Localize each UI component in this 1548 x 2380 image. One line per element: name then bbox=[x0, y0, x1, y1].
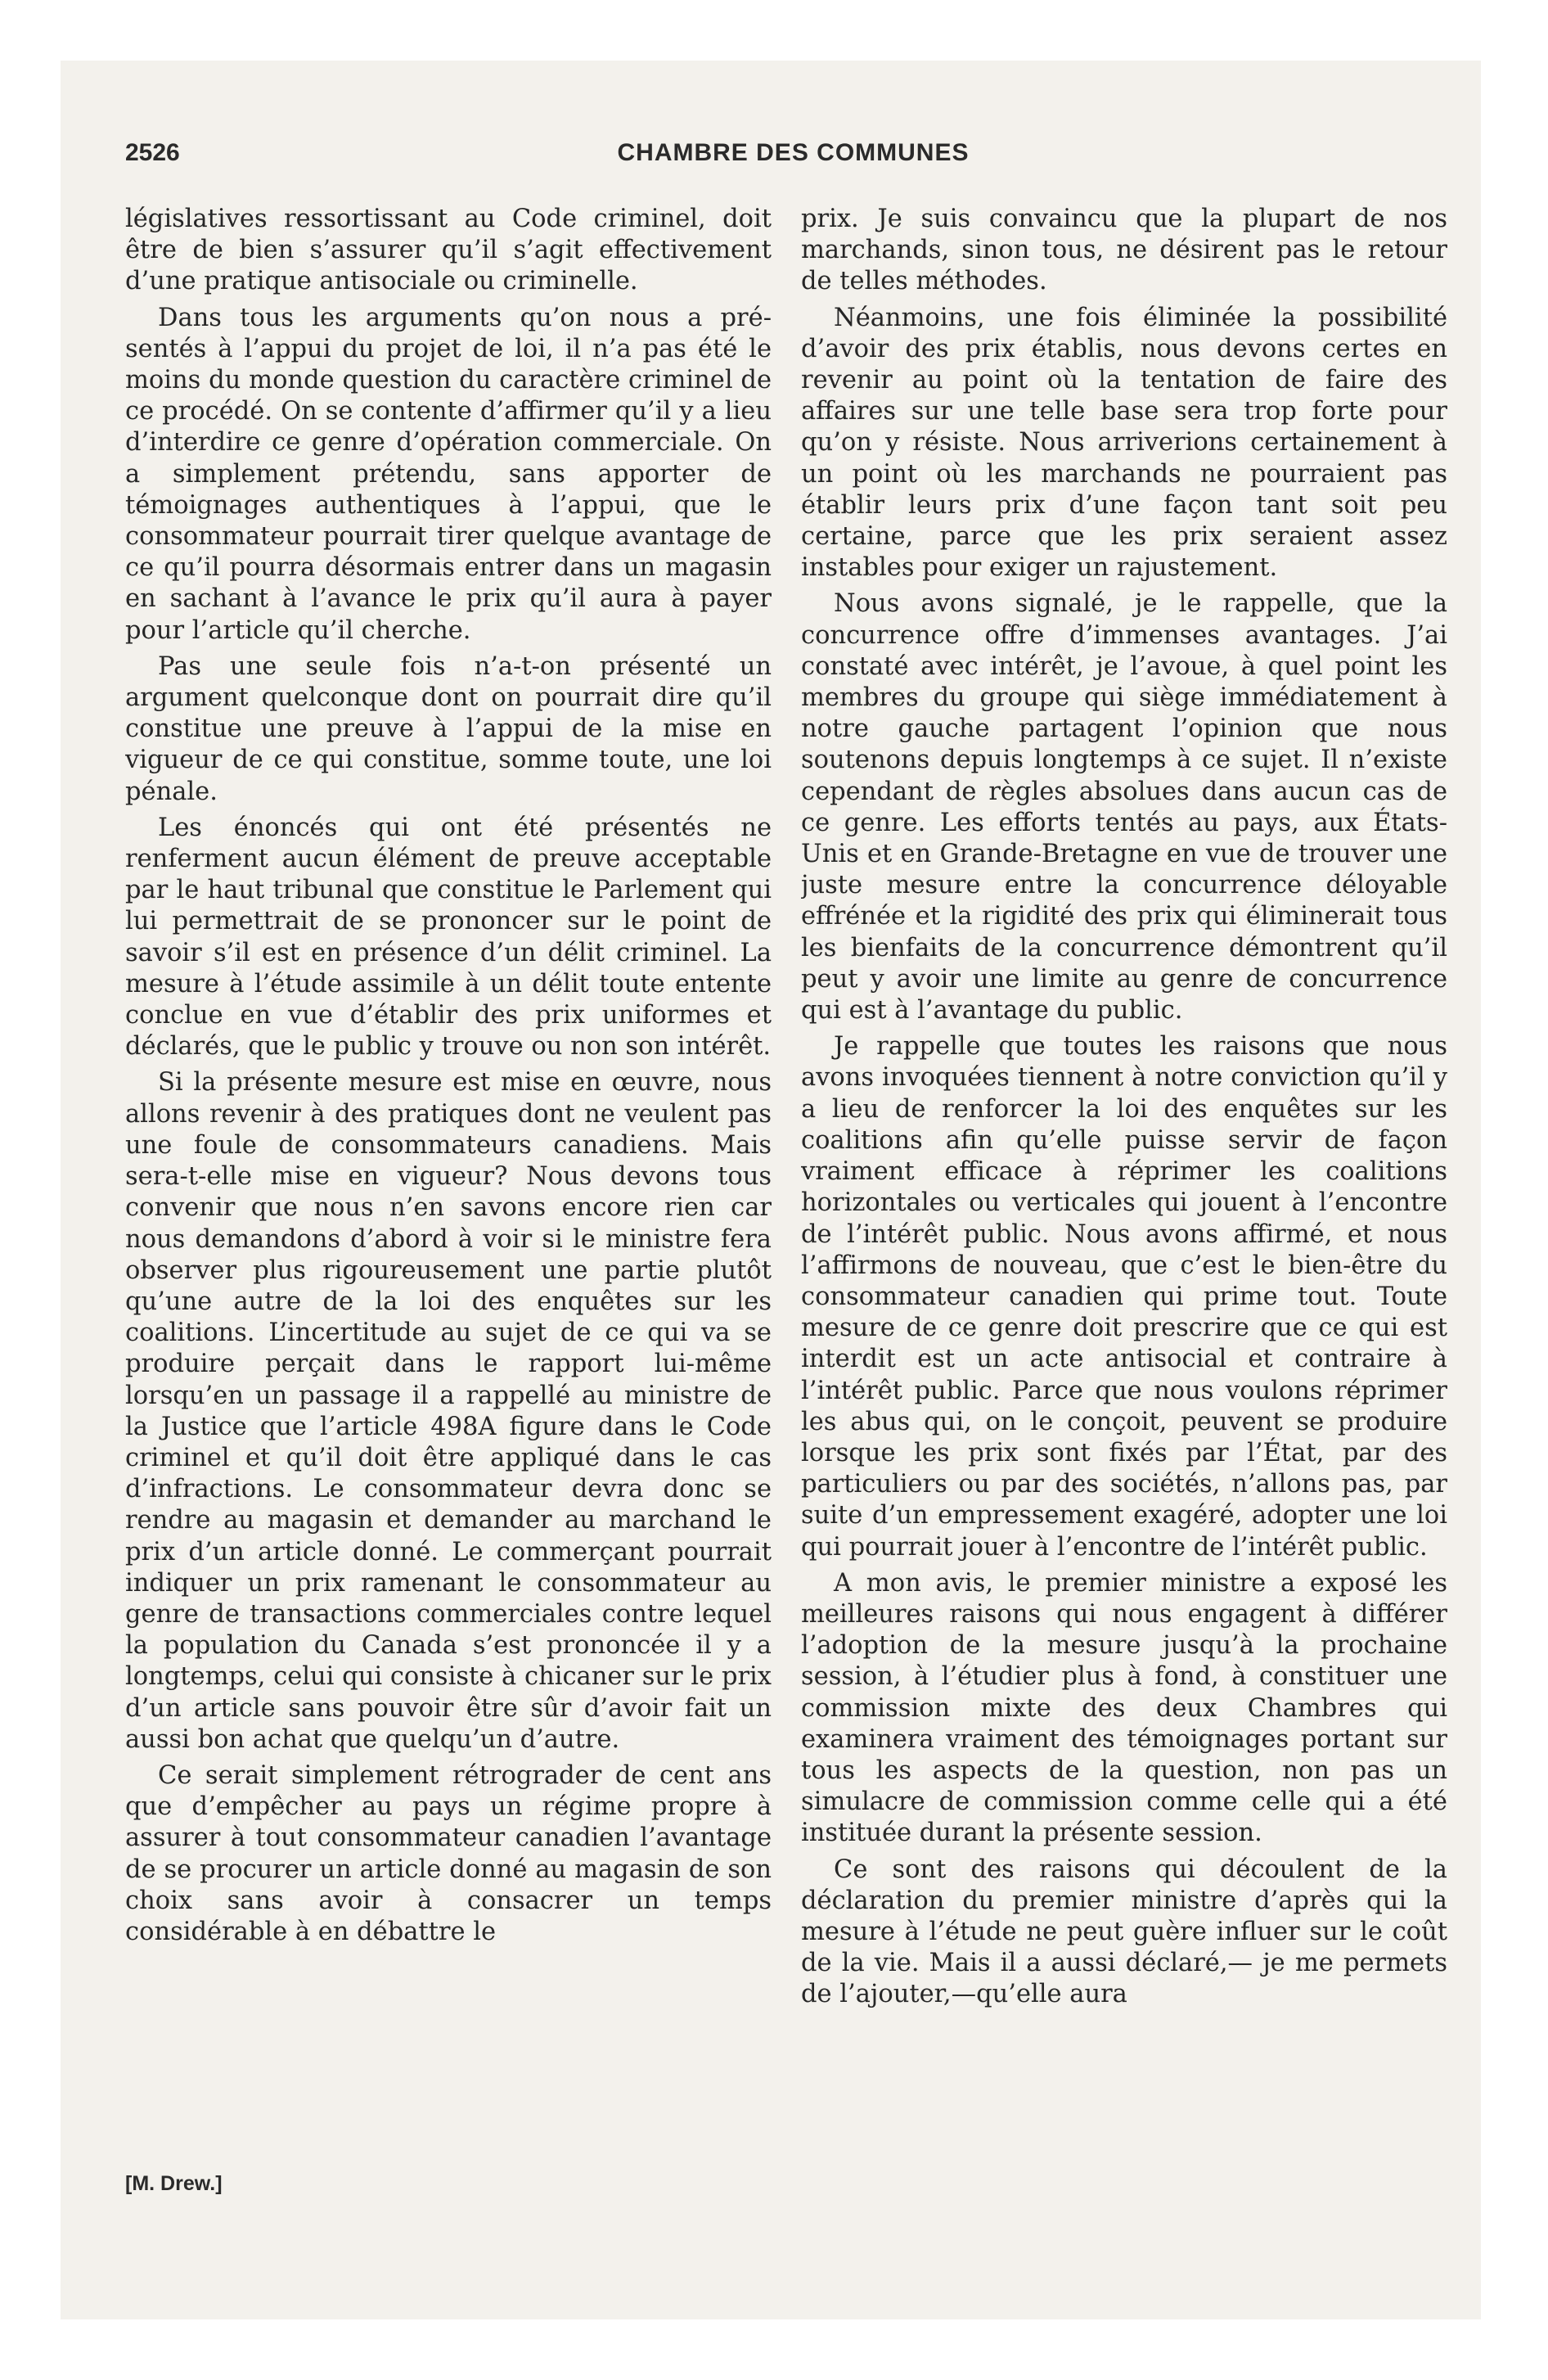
running-title: CHAMBRE DES COMMUNES bbox=[617, 139, 970, 166]
paragraph: prix. Je suis convaincu que la plupart de nos marchands, sinon tous, ne désirent pas le retour de telles méthodes. bbox=[801, 205, 1447, 296]
paragraph: Les énoncés qui ont été présentés ne renferment aucun élément de preuve acceptable par le haut tribunal que constitue le Parlement qui lui permettrait de se prononcer sur le point de savoir s’il est en présence d’un délit criminel. La mesure à l’étude assimile à un délit toute entente conclue en vue d’établir des prix uniformes et déclarés, que le public y trouve ou non son intérêt. bbox=[125, 813, 772, 1062]
paragraph: Ce sont des raisons qui découlent de la déclaration du premier ministre d’après qui la mesure à l’étude ne peut guère influer sur le coût de la vie. Mais il a aussi déclaré,— je me permets de l’ajouter,—qu’elle aura bbox=[801, 1855, 1447, 2009]
page-number: 2526 bbox=[125, 139, 180, 166]
left-column bbox=[125, 204, 772, 2168]
paragraph: législatives ressortissant au Code criminel, doit être de bien s’assurer qu’il s’agit effectivement d’une pratique antisociale ou criminelle. bbox=[125, 205, 772, 296]
paragraph: Néanmoins, une fois éliminée la possibilité d’avoir des prix établis, nous devons certes en revenir au point où la tentation de faire des affaires sur une telle base sera trop forte pour qu’on y résiste. Nous arriverions certainement à un point où les marchands ne pourraient pas établir leurs prix d’une façon tant soit peu certaine, parce que les prix seraient assez instables pour exiger un rajustement. bbox=[801, 303, 1447, 583]
speaker-footer: [M. Drew.] bbox=[125, 2172, 223, 2195]
paragraph: A mon avis, le premier ministre a exposé les meilleures raisons qui nous engagent à différer l’adoption de la mesure jusqu’à la prochaine session, à l’étudier plus à fond, à constituer une commission mixte des deux Chambres qui examinera vraiment des témoignages portant sur tous les aspects de la question, non pas un simulacre de commission comme celle qui a été instituée durant la présente session. bbox=[801, 1568, 1447, 1848]
right-column bbox=[801, 204, 1447, 2168]
paragraph: Si la présente mesure est mise en œuvre, nous allons revenir à des pratiques dont ne veulent pas une foule de consommateurs canadiens. Mais sera-t-elle mise en vigueur? Nous devons tous convenir que nous n’en savons encore rien car nous demandons d’abord à voir si le ministre fera observer plus rigoureusement une partie plutôt qu’une autre de la loi des enquêtes sur les coalitions. L’incertitude au sujet de ce qui va se produire perçait dans le rapport lui-même lorsqu’en un passage il a rappellé au ministre de la Justice que l’article 498A figure dans le Code criminel et qu’il doit être appliqué dans le cas d’infractions. Le consommateur devra donc se rendre au magasin et demander au marchand le prix d’un article donné. Le commerçant pourrait indiquer un prix ramenant le consommateur au genre de transactions commerciales contre lequel la population du Canada s’est prononcée il y a longtemps, celui qui consiste à chicaner sur le prix d’un article sans pouvoir être sûr d’avoir fait un aussi bon achat que quelqu’un d’autre. bbox=[125, 1068, 772, 1754]
paragraph: Dans tous les arguments qu’on nous a présentés à l’appui du projet de loi, il n’a pas été le moins du monde question du caractère criminel de ce procédé. On se contente d’affirmer qu’il y a lieu d’interdire ce genre d’opération commerciale. On a simplement prétendu, sans apporter de témoignages authentiques à l’appui, que le consommateur pourrait tirer quelque avantage de ce qu’il pourra désormais entrer dans un magasin en sachant à l’avance le prix qu’il aura à payer pour l’article qu’il cherche. bbox=[125, 303, 772, 645]
paragraph: Ce serait simplement rétrograder de cent ans que d’empêcher au pays un régime propre à assurer à tout consommateur canadien l’avantage de se procurer un article donné au magasin de son choix sans avoir à consacrer un temps considérable à en débattre le bbox=[125, 1760, 772, 1946]
paragraph: Je rappelle que toutes les raisons que nous avons invoquées tiennent à notre conviction qu’il y a lieu de renforcer la loi des enquêtes sur les coalitions afin qu’elle puisse servir de façon vraiment efficace à réprimer les coalitions horizontales ou verticales qui jouent à l’encontre de l’intérêt public. Nous avons affirmé, et nous l’affirmons de nouveau, que c’est le bien-être du consommateur canadien qui prime tout. Toute mesure de ce genre doit prescrire que ce qui est interdit est un acte antisocial et contraire à l’intérêt public. Parce que nous voulons réprimer les abus qui, on le conçoit, peuvent se produire lorsque les prix sont fixés par l’État, par des particuliers ou par des sociétés, n’allons pas, par suite d’un empressement exagéré, adopter une loi qui pourrait jouer à l’encontre de l’intérêt public. bbox=[801, 1032, 1447, 1562]
paragraph: Pas une seule fois n’a-t-on présenté un argument quelconque dont on pourrait dire qu’il constitue une preuve à l’appui de la mise en vigueur de ce qui constitue, somme toute, une loi pénale. bbox=[125, 651, 772, 806]
paragraph: Nous avons signalé, je le rappelle, que la concurrence offre d’immenses avantages. J’ai constaté avec intérêt, je l’avoue, à quel point les membres du groupe qui siège immédiatement à notre gauche partagent l’opinion que nous soutenons depuis longtemps à ce sujet. Il n’existe cependant de règles absolues dans aucun cas de ce genre. Les efforts tentés au pays, aux États-Unis et en Grande-Bretagne en vue de trouver une juste mesure entre la concurrence déloyable effrénée et la rigidité des prix qui éliminerait tous les bienfaits de la concurrence démontrent qu’il peut y avoir une limite au genre de concurrence qui est à l’avantage du public. bbox=[801, 589, 1447, 1025]
page-header bbox=[125, 139, 1461, 180]
